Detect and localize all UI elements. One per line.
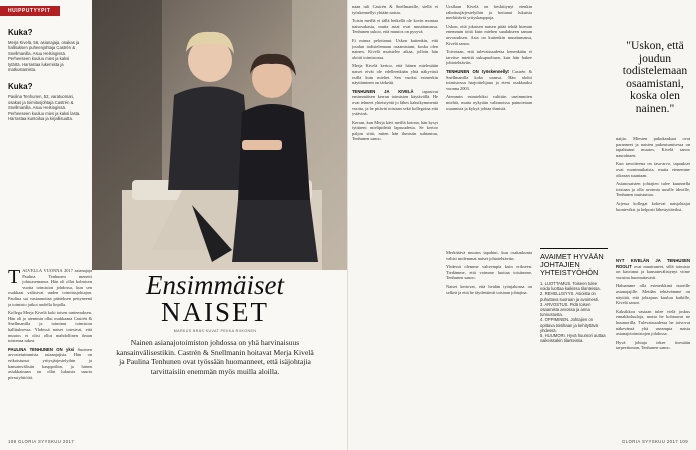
column-1-paragraph-2: Kollega Merja Kivelä koki toisen tuntemuksen. Hän oli jo aiemmin ollut osakkaana Castrén & Snellmanilla ja toiminut toimiston hallituksessa. Yhdessä naiset totesivat, että muutos ei olisi ollut mahdollinen ilman toistensa tukea. [8,310,92,344]
column-6-paragraph-2: Haluamme olla esimerkkinä nuorille asianajajille. Meidän tehtävämme on näyttää, että johtajuus kuuluu kaikille, Kivelä sanoo. [616,283,690,306]
column-2-paragraph-3: Ei minua pelottanut. Uskon kuitenkin, että joudun todistelemaan osaamistani, koska olen nainen, Kivelä muistelee aikaa, jolloin hän aloitti toimistossa. [352,37,438,60]
folio-right: GLORIA SYYSKUU 2017 109 [621,439,688,444]
right-page [348,0,696,450]
column-2-paragraph-4: Merja Kivelä kertoo, että hänen mielestään naiset eivät ole edelleenkään yhtä näkyvästi esillä kuin miehet. Sen vuoksi esimerkin näyttäminen on tärkeää. [352,63,438,86]
profile-2-text: Paulina Tenhunen, 52, varatuomari, osakas ja toimitusjohtaja Castrén & Snellmanilla. Asuu Helsingissä. Perheeseen kuuluu mies ja kaksi lasta. Harrastaa kuntoilua ja kirjallisuutta. [8,94,81,122]
article-column-3 [446,4,532,244]
tips-item: 2. REHELLISYYS. Asioista on puhuttava suoraan ja avoimesti. [540,291,600,302]
column-5-paragraph-2: Kun tavoitteena on tasa-arvo, tapaukset ovat monimutkaisia, mutta etenemme oikeaan suuntaan. [616,161,690,178]
column-2-paragraph-2: Toisin meillä ei tällä hetkellä ole kovin montaa naisosakasta, mutta asiat ovat muuttumassa. Tenhunen uskoo, että muutos on pysyvä. [352,18,438,35]
article-column-5 [616,136,690,252]
lede: Nainen asianajotoimiston johdossa on yhä harvinaisuus kansainvälisestikin. Castrén & Snellmanin hoitavat Merja Kivelä ja Paulina Tenhunen ovat työssään huomanneet, että isäjohtajia tarvittaisiin enemmän myös muilla aloilla. [116,338,314,376]
column-3-paragraph-4: Castrén & Snellmanilla koko uransa. Hän aloitti toimistossa harjoittelijana ja eteni osakkaaksi vuonna 2003. [446,68,532,91]
column-1-subhead: PAULINA TENHUNEN ON yksi [8,346,75,352]
tips-box-title: AVAIMET HYVÄÄN JOHTAJIEN YHTEISTYÖHÖN [540,252,604,277]
column-6-paragraph-3: Kaksikkoa vastaan tulee vielä joskus ennakkoluuloja, mutta he kohtaavat ne huumorilla. Tulevaisuudessa he toivovat näkevänsä yhä useampia naisia asianajotoimistojen johdossa. [616,308,690,337]
headline-line-2: NAISET [161,297,269,327]
portrait-illustration [92,0,348,270]
tips-item: 1. LUOTTAMUS. Toiseen tulee voida luottaa kaikissa tilanteissa. [540,281,601,292]
tips-box [540,248,608,439]
headline-block [115,272,315,376]
tips-item: 5. HUUMORI. Hyvä huumori auttaa vaikeissakin tilanteissa. [540,333,606,344]
column-3-paragraph-3: Toivotaan, että tulevaisuudessa kenenkään ei tarvitse miettiä sukupuoltaan, kun hän hakee johtotehtäviin. [446,49,532,66]
cover-photo [92,0,348,270]
headline-line-1: Ensimmäiset [146,270,284,300]
profile-1-question: Kuka? [8,28,33,37]
profile-2-question: Kuka? [8,82,33,92]
column-1-paragraph-3: Suomen arvostetuimmista asianajajista. Hän on erikoistunut yritysjärjestelyihin ja kansainvälisiin kauppoihin, ja hänen asiakkainaan on ollut lukuisia suuria pörssiyhtiöitä. [8,346,92,380]
column-5-paragraph-1: naijia. Miesten pukukankaat ovat paranneet ja naisten pukeutumisessa on tapahtunut muutos, Kivelä sanoo naurahtaen. [616,136,690,158]
article-column-6 [616,258,690,436]
column-2-paragraph-6: Kerran, kun Merja kävi meillä kotona, hän kysyi tyttäreni mielipidettä lapsuudesta. Se kertoo paljon siitä, miten hän ihmisiin suhtautuu, Tenhunen sanoo. [352,119,438,142]
section-tag: HUIPPUTYYPIT [0,6,60,16]
profile-1-text: Merja Kivelä, 56, asianajaja, osakas ja hallituksen puheenjohtaja Castrén & Snellmanilla. Asuu Helsingissä. Perheeseen kuuluu mies ja kaksi tytärtä. Harrastaa lukemista ja matkustamista. [8,40,80,73]
article-column-1 [8,268,92,438]
column-2-paragraph-1: naan tuli Castrén & Snellmanille, siellä ei työskennellyt yhtään naista. [352,4,438,15]
column-2-subhead: TENHUNEN JA KIVELÄ [352,88,414,94]
folio-left: 108 GLORIA SYYSKUU 2017 [8,439,75,444]
tips-item: 4. OPPIMINEN. Johtajien on opittava toisiltaan ja kehityttävä yhdessä. [540,317,598,333]
column-2-paragraph-5: tapasivat ensimmäisen kerran toimiston käytävällä. He ovat tehneet yhteistyötä jo lähes kaksikymmentä vuotta, ja he pitävät toisiaan sekä kollegoina että ystävinä. [352,88,438,117]
column-6-subhead: NYT KIVELÄN JA TENHUSEN ROOLIT [616,258,690,269]
pull-quote: "Uskon, että joudun todistelemaan osaamistani, koska olen nainen." [622,39,688,115]
column-5-paragraph-4: Arjessa kollegat kokevat naisjohtajat luonteviksi ja helposti lähestyttäviksi. [616,200,690,212]
drop-cap: T [8,268,21,288]
column-3-paragraph-1: Urallaan Kivelä on keskittynyt etenkin rahoitusjärjestelyihin ja hoitanut lukuisia merkittäviä yrityskauppoja. [446,4,532,21]
column-4-paragraph-3: Naiset kertovat, että heidän työnjakonsa on selkeä ja että he täydentävät toisiaan johtajina. [446,283,532,295]
column-4-paragraph-2: Yhdessä olemme vahvempia kuin erikseen. Tiedämme, että voimme luottaa toisiimme, Tenhunen sanoo. [446,264,532,281]
column-6-paragraph-1: ovat muuttuneet, sillä toimisto on kasvanut ja kansainvälistynyt viime vuosina huomattavasti. [616,263,690,280]
article-column-2 [352,4,438,436]
profile-sidebar [8,28,82,131]
column-1-paragraph-1: ALVELLA VUONNA 2017 asianajaja Paulina Tenhunen menetti johtoasemansa. Hän oli ollut kolmisen vuotta toimiston johdossa, kun sen osakkaat valitsivat uuden toimitusjohtajan. Paulina sai vastaanottaa päätöksen pettyneenä ja toimisto jatkoi uudella linjalla. [8,268,92,307]
byline: MARKUS BRÄS KUVAT PEKKA RIIKONEN [173,329,257,333]
article-column-4 [446,250,532,436]
column-6-paragraph-4: Hyvä johtaja tekee itsestään tarpeettoman, Tenhunen sanoo. [616,339,690,351]
column-3-paragraph-2: Uskon, että jokaisen naisen pitää tehdä hieman enemmän töitä kuin miehen saadakseen saman arvostuksen. Asia on kuitenkin muuttumassa, Kivelä sanoo. [446,23,532,46]
tips-item: 3. ARVOSTUS. Pidä toisen osaamista arvossa ja anna tunnustusta. [540,301,591,318]
column-5-paragraph-3: Asianosaisten johtajien tulee kuunnella toisiaan ja olla avoimia uusille ideoille, Tenhunen muistuttaa. [616,181,690,198]
column-3-paragraph-5: Aiemmin esimiehiksi valittiin useimmiten miehiä, mutta nykyään valinnoissa painotetaan osaamista ja kykyä johtaa ihmisiä. [446,94,532,111]
column-4-paragraph-1: Merkittävä muutos tapahtui, kun osakaskunta valitsi molemmat naiset johtotehtäviin. [446,250,532,261]
column-3-subhead: TENHUNEN ON työskennellyt [446,68,509,74]
